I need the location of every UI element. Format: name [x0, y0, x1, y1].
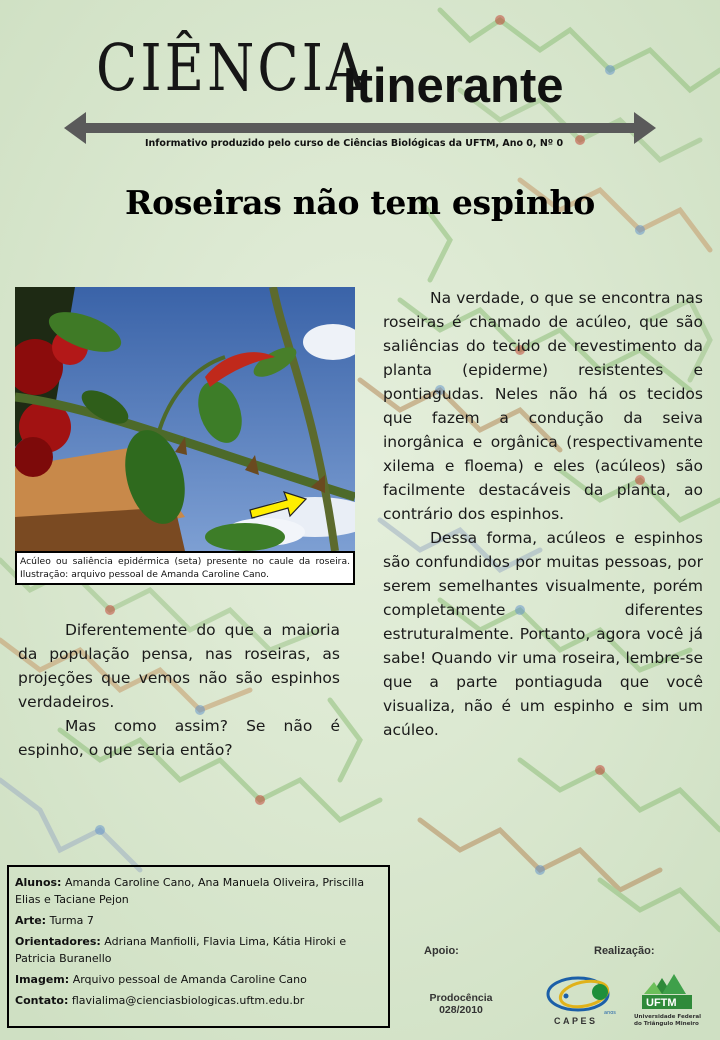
right-column: [383, 286, 703, 742]
capes-logo: [544, 972, 620, 1028]
capes-sub-text: anos: [604, 1010, 616, 1016]
title-ciencia: CIÊNCIA: [96, 30, 368, 106]
credits-value: Adriana Manfiolli, Flavia Lima, Kátia Hiroki e Patricia Buranello: [15, 935, 347, 965]
credits-label: Orientadores:: [15, 935, 101, 948]
contact-email[interactable]: flavialima@cienciasbiologicas.uftm.edu.br: [71, 994, 305, 1007]
credits-label: Alunos:: [15, 876, 62, 889]
left-paragraph: Diferentemente do que a maioria da população pensa, nas roseiras, as projeções que vemos não são espinhos verdadeiros.: [18, 621, 340, 711]
credits-value: Amanda Caroline Cano, Ana Manuela Oliveira, Priscilla Elias e Taciane Pejon: [15, 876, 365, 906]
rose-stem-photo: [15, 287, 355, 551]
left-column: [18, 618, 340, 762]
credits-label: Contato:: [15, 994, 69, 1007]
credits-contato: [15, 992, 382, 1009]
uftm-sub2: do Triângulo Mineiro: [634, 1021, 699, 1027]
credits-box: [7, 865, 390, 1028]
left-paragraph: Mas como assim? Se não é espinho, o que seria então?: [18, 717, 340, 759]
credits-arte: [15, 912, 382, 929]
credits-alunos: [15, 874, 382, 908]
capes-text: CAPES: [554, 1016, 598, 1026]
credits-value: Turma 7: [49, 914, 94, 927]
prodocencia-label: [418, 992, 504, 1016]
credits-value: Arquivo pessoal de Amanda Caroline Cano: [72, 973, 307, 986]
right-paragraph: Dessa forma, acúleos e espinhos são confundidos por muitas pessoas, por serem semelhantes visualmente, porém completamente diferentes estruturalmente. Portanto, agora você já sabe! Quando vir uma roseira, lembre-se que a parte pontiaguda que você visualiza, não é um espinho e sim um acúleo.: [383, 529, 703, 739]
credits-orientadores: [15, 933, 382, 967]
uftm-sub1: Universidade Federal: [634, 1014, 702, 1020]
credits-imagem: [15, 971, 382, 988]
uftm-text: UFTM: [646, 997, 677, 1009]
prodocencia-line1: Prodocência: [429, 992, 493, 1004]
article-headline: Roseiras não tem espinho: [125, 183, 595, 222]
credits-label: Arte:: [15, 914, 47, 927]
right-paragraph: Na verdade, o que se encontra nas roseiras é chamado de acúleo, que são saliências do tecido de revestimento da planta (epiderme) resistentes e pontiagudas. Neles não há os tecidos que fazem a condução da seiva inorgânica e orgânica (respectivamente xilema e floema) e eles (acúleos) são facilmente destacáveis da planta, ao contrário dos espinhos.: [383, 289, 703, 523]
apoio-label: Apoio:: [424, 945, 459, 957]
title-itinerante: Itinerante: [343, 59, 564, 113]
credits-label: Imagem:: [15, 973, 70, 986]
prodocencia-line2: 028/2010: [439, 1004, 483, 1016]
newsletter-subtitle: Informativo produzido pelo curso de Ciências Biológicas da UFTM, Ano 0, Nº 0: [145, 138, 564, 149]
photo-caption: Acúleo ou saliência epidérmica (seta) presente no caule da roseira. Ilustração: arquivo pessoal de Amanda Caroline Cano.: [15, 551, 355, 585]
uftm-logo: [632, 972, 712, 1032]
realizacao-label: Realização:: [594, 945, 655, 957]
